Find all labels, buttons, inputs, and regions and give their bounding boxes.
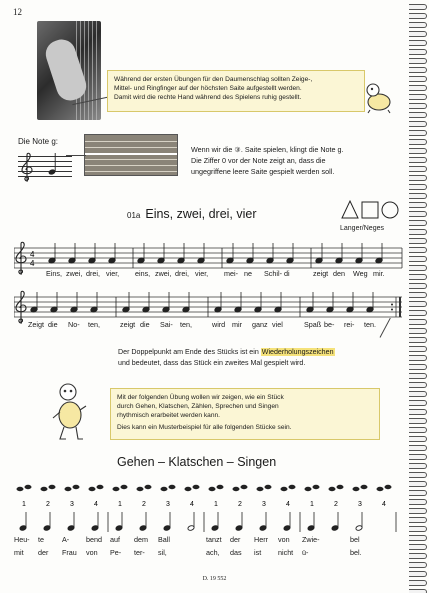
lyric-syllable: die [140, 320, 150, 329]
lyric-syllable: A- [62, 535, 70, 544]
lyric-syllable: der [38, 548, 49, 557]
rhythm-notation [14, 484, 404, 574]
footprint-icon [377, 487, 384, 491]
lyric-syllable: die [48, 320, 58, 329]
shape-label: Langer/Neges [340, 225, 384, 232]
fretboard-photo [84, 134, 178, 176]
piece-number: 01a [127, 211, 141, 220]
spiral-ring [409, 400, 427, 406]
footprint-icon [217, 485, 224, 489]
page-number: 12 [13, 7, 22, 17]
repeat-hint-text: und bedeutet, dass das Stück ein zweites Mal gespielt wird. [118, 359, 306, 367]
piece-title [127, 207, 257, 221]
lyric-syllable: sil, [158, 548, 167, 557]
intro-box [107, 70, 365, 112]
footprint-icon [337, 485, 344, 489]
count-number: 4 [190, 501, 194, 508]
spiral-ring [409, 355, 427, 361]
lyric-syllable: ne [244, 269, 252, 278]
lyric-syllable: Ball [158, 535, 170, 544]
spiral-ring [409, 364, 427, 370]
shape-symbols-icon [340, 199, 400, 219]
spiral-ring [409, 157, 427, 163]
lyric-syllable: von [278, 535, 290, 544]
explanation-line: Die Ziffer 0 vor der Note zeigt an, dass die [191, 156, 326, 165]
lyric-syllable: Frau [62, 548, 77, 557]
spiral-ring [409, 445, 427, 451]
spiral-ring [409, 31, 427, 37]
spiral-ring [409, 337, 427, 343]
repeat-hint [118, 347, 400, 369]
rhythm-exercise [14, 484, 404, 574]
spiral-ring [409, 94, 427, 100]
repeat-dot [391, 309, 393, 311]
spiral-ring [409, 139, 427, 145]
spiral-ring [409, 589, 427, 593]
spiral-ring [409, 328, 427, 334]
spiral-ring [409, 121, 427, 127]
lyric-syllable: Weg [353, 269, 368, 278]
lyric-syllable: Schil- [264, 269, 282, 278]
footprint-icon [65, 487, 72, 491]
spiral-ring [409, 103, 427, 109]
count-number: 4 [382, 501, 386, 508]
note-g-symbol [48, 150, 58, 178]
spiral-ring [409, 517, 427, 523]
footprint-icon [49, 485, 56, 489]
lyric-syllable: drei, [86, 269, 100, 278]
spiral-ring [409, 220, 427, 226]
lyric-syllable: zeigt [120, 320, 136, 329]
footprint-icon [265, 485, 272, 489]
lyric-syllable: viel [272, 320, 283, 329]
spiral-ring [409, 85, 427, 91]
footprint-icon [193, 485, 200, 489]
lyric-syllable: rei- [344, 320, 355, 329]
spiral-ring [409, 49, 427, 55]
explanation-line: ungegriffene leere Saite gespielt werden soll. [191, 167, 335, 176]
intro-line: Damit wird die rechte Hand während des Spielens ruhig gestellt. [114, 94, 302, 102]
footprint-icon [41, 487, 48, 491]
count-number: 2 [334, 501, 338, 508]
tip-line: Dies kann ein Musterbeispiel für alle folgenden Stücke sein. [117, 423, 292, 431]
lyric-syllable: vier, [195, 269, 209, 278]
spiral-ring [409, 526, 427, 532]
note-g-explanation [191, 144, 401, 177]
footprint-icon [361, 485, 368, 489]
footprint-icon [17, 487, 24, 491]
spiral-ring [409, 490, 427, 496]
footprint-icon [233, 487, 240, 491]
lyric-syllable: Heu- [14, 535, 30, 544]
lyric-syllable: das [230, 548, 242, 557]
exercise-title: Gehen – Klatschen – Singen [117, 455, 277, 469]
lyric-syllable: Spaß [304, 320, 322, 329]
spiral-ring [409, 562, 427, 568]
spiral-ring [409, 454, 427, 460]
lyric-syllable: der [230, 535, 241, 544]
footprint-icon [113, 487, 120, 491]
page-footer: D. 19 552 [202, 576, 227, 582]
lyric-syllable: ten. [364, 320, 376, 329]
spiral-ring [409, 544, 427, 550]
footprint-icon [385, 485, 392, 489]
footprint-icon [329, 487, 336, 491]
spiral-ring [409, 535, 427, 541]
svg-text:4: 4 [30, 259, 35, 268]
lyric-syllable: auf [110, 535, 120, 544]
count-number: 3 [166, 501, 170, 508]
lyric-syllable: eins, [135, 269, 151, 278]
spiral-ring [409, 436, 427, 442]
spiral-ring [409, 238, 427, 244]
lyric-syllable: zwei, [155, 269, 172, 278]
spiral-ring [409, 481, 427, 487]
lyric-syllable: te [38, 535, 44, 544]
svg-text:4: 4 [30, 250, 35, 259]
spiral-ring [409, 175, 427, 181]
spiral-ring [409, 148, 427, 154]
lyric-syllable: ten, [88, 320, 100, 329]
lyric-syllable: drei, [175, 269, 189, 278]
spiral-ring [409, 256, 427, 262]
lyric-syllable: bend [86, 535, 102, 544]
spiral-ring [409, 229, 427, 235]
spiral-ring [409, 211, 427, 217]
spiral-ring [409, 319, 427, 325]
spiral-ring [409, 274, 427, 280]
lyric-syllable: dem [134, 535, 148, 544]
lyric-syllable: ist [254, 548, 262, 557]
tip-line: rhythmisch erarbeitet werden kann. [117, 412, 220, 420]
lyric-syllable: di [284, 269, 290, 278]
footprint-icon [313, 485, 320, 489]
spiral-ring [409, 4, 427, 10]
spiral-ring [409, 499, 427, 505]
spiral-ring [409, 301, 427, 307]
footprint-icon [209, 487, 216, 491]
spiral-ring [409, 76, 427, 82]
footprint-icon [305, 487, 312, 491]
treble-clef-icon [20, 151, 34, 183]
footprint-icon [169, 485, 176, 489]
lyric-syllable: mir. [373, 269, 385, 278]
lyric-syllable: be- [324, 320, 335, 329]
lyric-syllable: No- [68, 320, 80, 329]
spiral-ring [409, 247, 427, 253]
piece-title-text: Eins, zwei, drei, vier [145, 207, 257, 221]
footprint-icon [145, 485, 152, 489]
lyric-syllable: mei- [224, 269, 238, 278]
turtle-mascot-drawing [364, 80, 394, 114]
count-number: 2 [142, 501, 146, 508]
count-number: 1 [214, 501, 218, 508]
spiral-ring [409, 418, 427, 424]
spiral-ring [409, 202, 427, 208]
footprint-icon [257, 487, 264, 491]
tip-box [110, 388, 380, 440]
spiral-ring [409, 13, 427, 19]
lyric-syllable: den [333, 269, 345, 278]
spiral-ring [409, 58, 427, 64]
lyric-syllable: nicht [278, 548, 294, 557]
note-g-label: Die Note g: [18, 137, 59, 146]
footprint-icon [353, 487, 360, 491]
lyric-syllable: Pe- [110, 548, 122, 557]
count-number: 1 [118, 501, 122, 508]
spiral-ring [409, 40, 427, 46]
intro-line: Während der ersten Übungen für den Daumenschlag sollten Zeige-, [114, 76, 313, 83]
pointer-line [66, 155, 86, 156]
spiral-ring [409, 112, 427, 118]
count-number: 4 [94, 501, 98, 508]
count-number: 4 [286, 501, 290, 508]
count-number: 2 [238, 501, 242, 508]
spiral-ring [409, 193, 427, 199]
count-number: 3 [70, 501, 74, 508]
lyric-syllable: ten, [180, 320, 192, 329]
spiral-ring [409, 553, 427, 559]
hand-photo [37, 21, 101, 120]
lyric-syllable: zwei, [66, 269, 83, 278]
lyric-syllable: mit [14, 548, 24, 557]
spiral-ring [409, 292, 427, 298]
lyric-syllable: zeigt [313, 269, 329, 278]
tip-line: Mit der folgenden Übung wollen wir zeigen, wie ein Stück [117, 394, 284, 401]
footprint-icon [121, 485, 128, 489]
lyric-syllable: Herr [254, 535, 268, 544]
lyric-syllable: ter- [134, 548, 145, 557]
spiral-ring [409, 310, 427, 316]
spiral-ring [409, 283, 427, 289]
spiral-ring [409, 508, 427, 514]
footprint-icon [289, 485, 296, 489]
spiral-ring [409, 346, 427, 352]
count-number: 3 [262, 501, 266, 508]
footprint-icon [97, 485, 104, 489]
spiral-ring [409, 427, 427, 433]
lyric-syllable: bel. [350, 548, 362, 557]
repeat-dot [391, 304, 393, 306]
lyric-syllable: bel [350, 535, 360, 544]
spiral-ring [409, 184, 427, 190]
count-number: 1 [22, 501, 26, 508]
lyric-syllable: ü- [302, 548, 309, 557]
turtle-mascot-drawing [52, 382, 88, 442]
footprint-icon [73, 485, 80, 489]
intro-line: Mittel- und Ringfinger auf der höchsten Saite aufgestellt werden. [114, 85, 302, 93]
lyric-syllable: wird [212, 320, 226, 329]
count-number: 1 [310, 501, 314, 508]
note-g-staff [18, 156, 72, 180]
repeat-hint-text: Der Doppelpunkt am Ende des Stücks ist ein [118, 348, 261, 356]
spiral-ring [409, 265, 427, 271]
spiral-ring [409, 472, 427, 478]
lyric-syllable: von [86, 548, 98, 557]
lyric-syllable: mir [232, 320, 242, 329]
footprint-icon [185, 487, 192, 491]
lyric-syllable: Zeigt [28, 320, 44, 329]
lyric-syllable: Sai- [160, 320, 173, 329]
count-number: 2 [46, 501, 50, 508]
footprint-icon [137, 487, 144, 491]
spiral-ring [409, 166, 427, 172]
spiral-ring [409, 391, 427, 397]
spiral-ring [409, 373, 427, 379]
lyric-syllable: Eins, [46, 269, 62, 278]
lyric-syllable: ach, [206, 548, 220, 557]
spiral-ring [409, 67, 427, 73]
lyric-syllable: tanzt [206, 535, 222, 544]
lyric-syllable: ganz [252, 320, 268, 329]
explanation-line: Wenn wir die ③. Saite spielen, klingt die Note g. [191, 145, 344, 154]
lyric-syllable: Zwie- [302, 535, 320, 544]
count-number: 3 [358, 501, 362, 508]
spiral-ring [409, 22, 427, 28]
footprint-icon [25, 485, 32, 489]
spiral-binding [405, 0, 429, 593]
lyric-syllable: vier, [106, 269, 120, 278]
footprint-icon [281, 487, 288, 491]
footprint-icon [89, 487, 96, 491]
tip-line: durch Gehen, Klatschen, Zählen, Sprechen und Singen [117, 403, 279, 411]
spiral-ring [409, 382, 427, 388]
turtle-mascot-icon [364, 80, 394, 114]
footprint-icon [161, 487, 168, 491]
spiral-ring [409, 463, 427, 469]
footprint-icon [241, 485, 248, 489]
spiral-ring [409, 409, 427, 415]
spiral-ring [409, 130, 427, 136]
turtle-mascot-icon [52, 382, 88, 442]
repeat-sign-highlight: Wiederholungszeichen [261, 348, 334, 356]
